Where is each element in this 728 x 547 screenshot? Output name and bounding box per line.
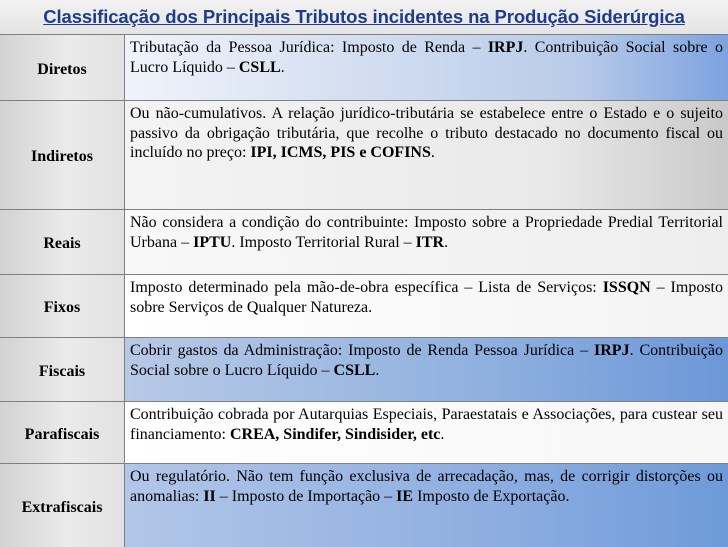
row-label: Fixos [0, 275, 125, 337]
row-label: Fiscais [0, 338, 125, 401]
table-row-fixos [0, 275, 728, 338]
row-description: Não considera a condição do contribuinte: Imposto sobre a Propriedade Predial Territorial Urbana – IPTU. Imposto Territorial Rural – ITR. [125, 210, 728, 274]
row-label: Diretos [0, 35, 125, 100]
row-label: Parafiscais [0, 402, 125, 463]
row-label: Extrafiscais [0, 464, 125, 547]
table-row-reais [0, 210, 728, 275]
row-label: Reais [0, 210, 125, 274]
row-label: Indiretos [0, 101, 125, 209]
row-description: Contribuição cobrada por Autarquias Especiais, Paraestatais e Associações, para custear seu financiamento: CREA, Sindifer, Sindisider, etc. [125, 402, 728, 463]
title-bar [0, 0, 728, 34]
row-description: Ou não-cumulativos. A relação jurídico-tributária se estabelece entre o Estado e o sujeito passivo da obrigação tributária, que recolhe o tributo destacado no documento fiscal ou incluído no preço: IPI, ICMS, PIS e COFINS. [125, 101, 728, 209]
table-row-extrafiscais [0, 464, 728, 547]
row-description: Tributação da Pessoa Jurídica: Imposto de Renda – IRPJ. Contribuição Social sobre o Lucro Líquido – CSLL. [125, 35, 728, 100]
table-row-parafiscais [0, 402, 728, 464]
table-row-fiscais [0, 338, 728, 402]
table-row-diretos [0, 35, 728, 101]
classification-table [0, 34, 728, 547]
slide-title: Classificação dos Principais Tributos incidentes na Produção Siderúrgica [43, 6, 685, 27]
table-row-indiretos [0, 101, 728, 210]
row-description: Imposto determinado pela mão-de-obra específica – Lista de Serviços: ISSQN – Imposto sobre Serviços de Qualquer Natureza. [125, 275, 728, 337]
row-description: Ou regulatório. Não tem função exclusiva de arrecadação, mas, de corrigir distorções ou anomalias: II – Imposto de Importação – IE Imposto de Exportação. [125, 464, 728, 547]
row-description: Cobrir gastos da Administração: Imposto de Renda Pessoa Jurídica – IRPJ. Contribuição Social sobre o Lucro Líquido – CSLL. [125, 338, 728, 401]
